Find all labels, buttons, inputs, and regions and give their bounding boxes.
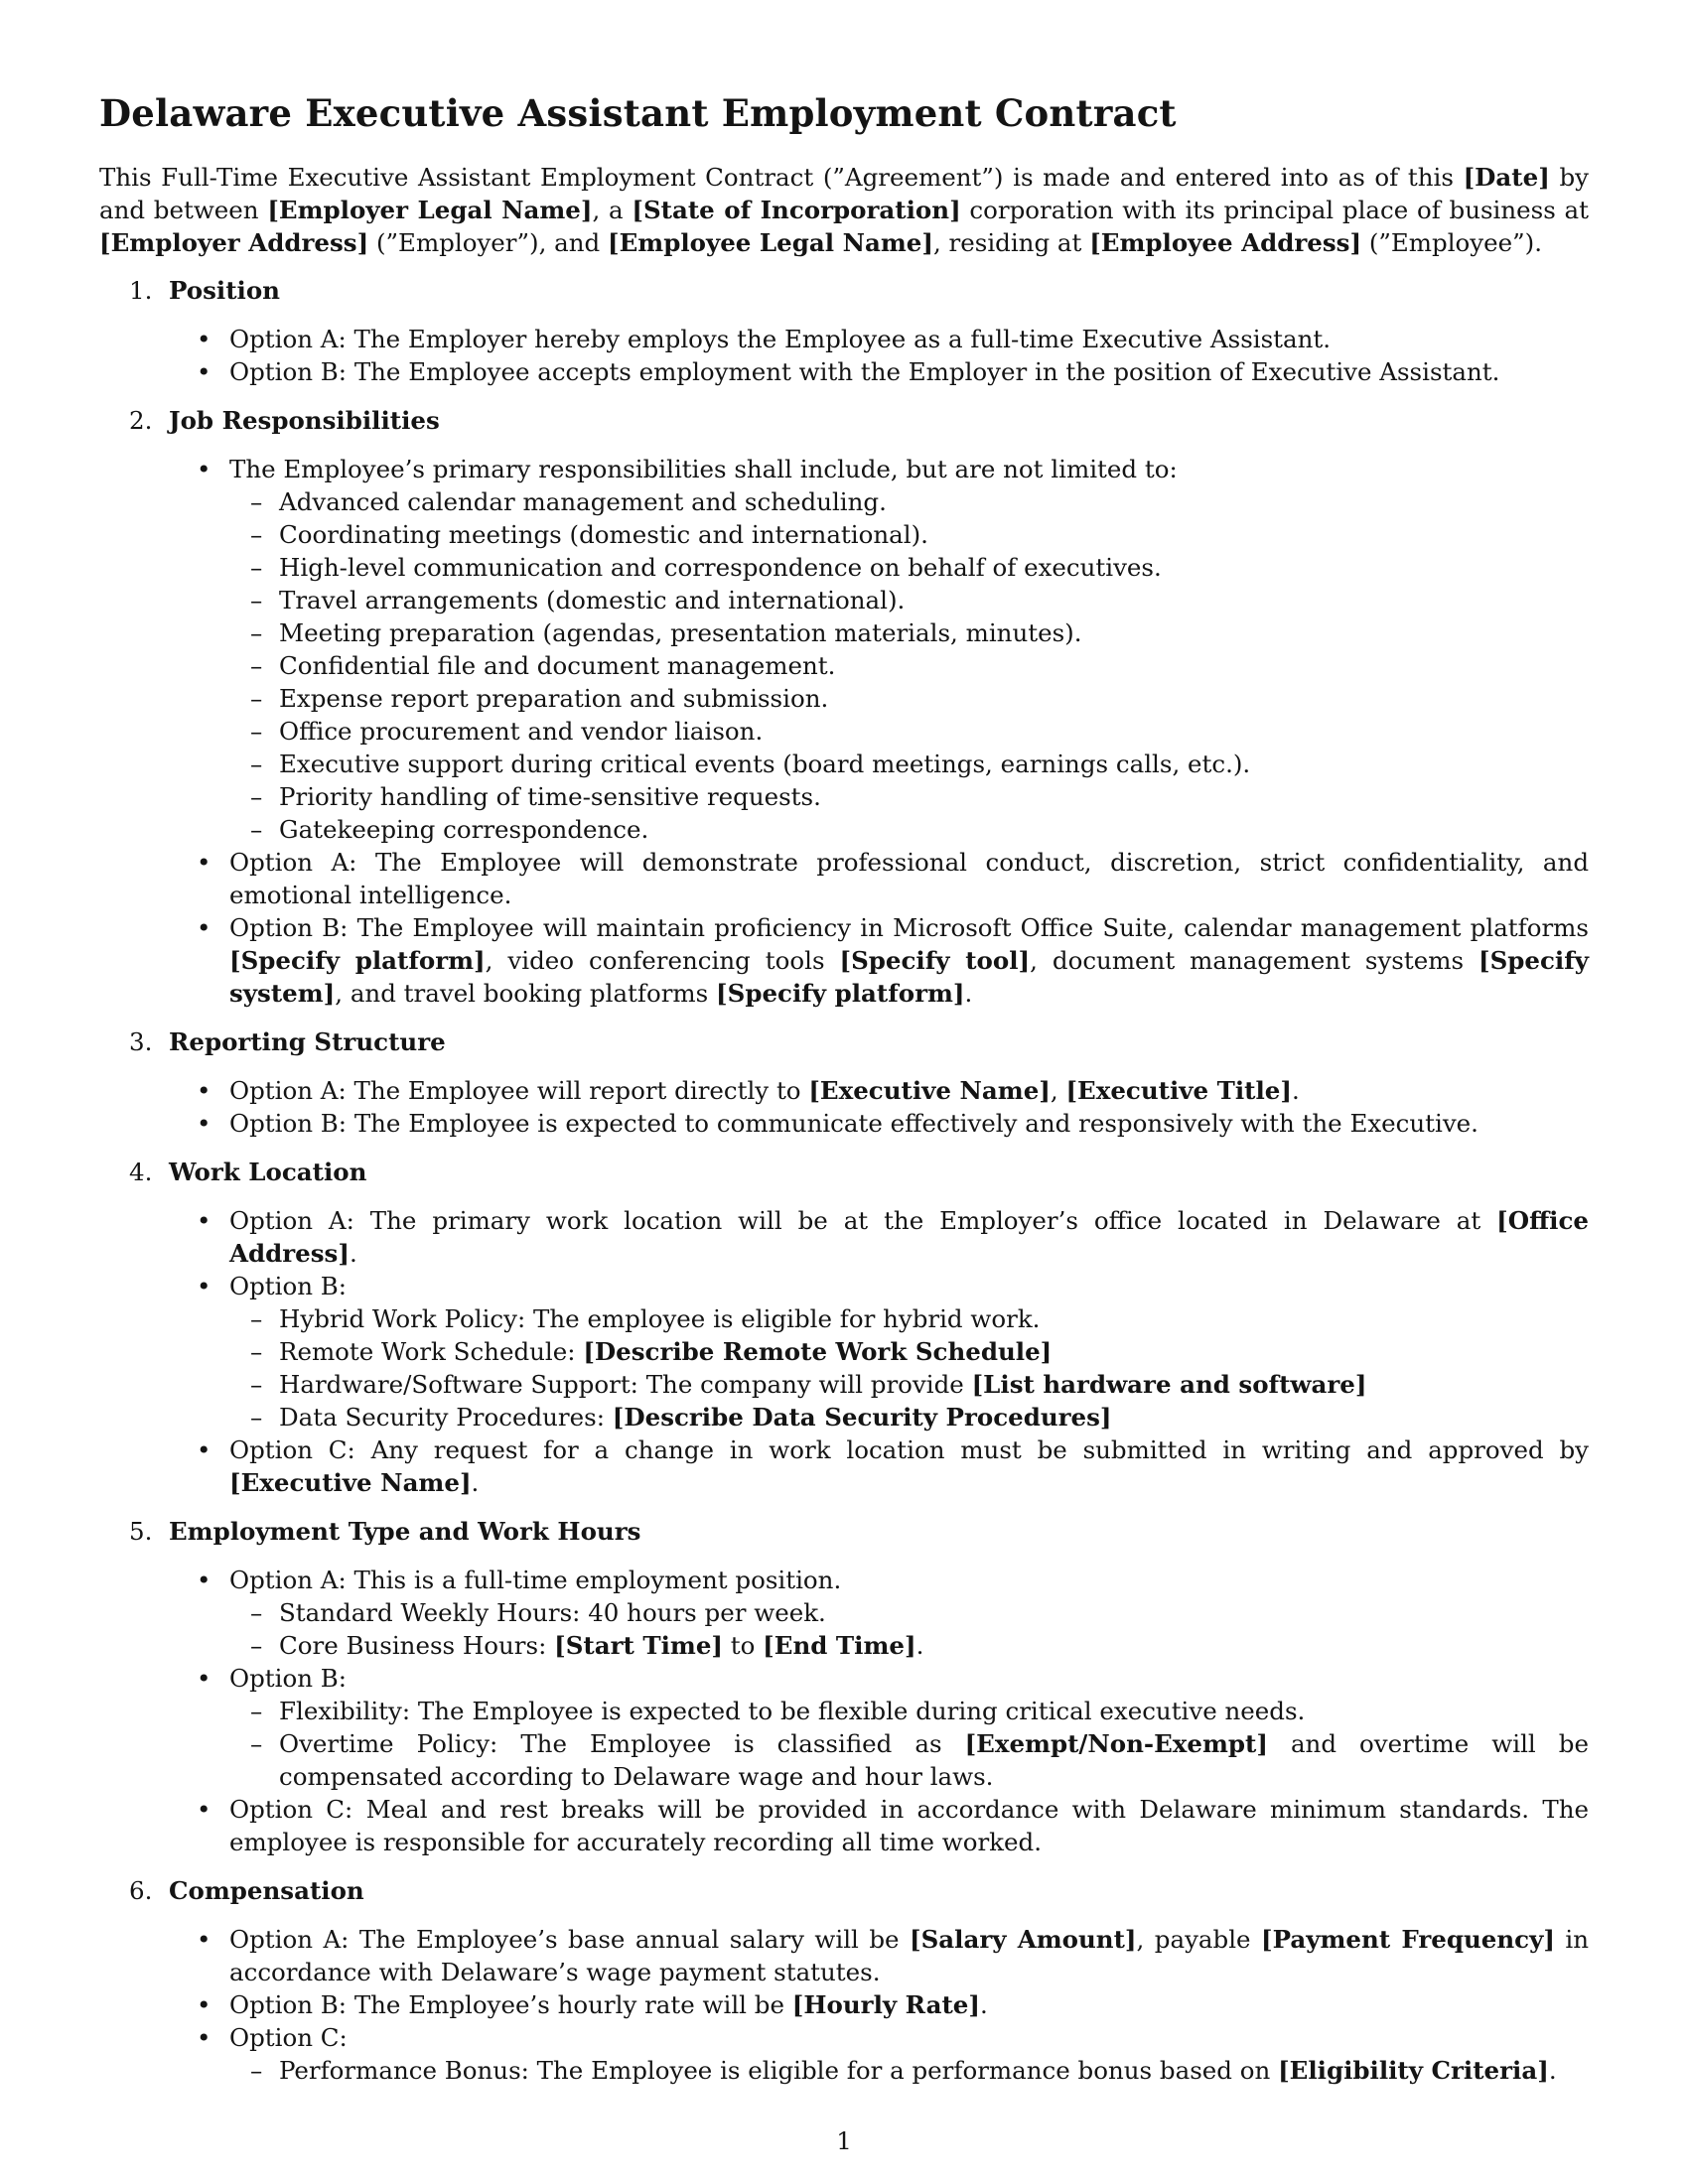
text-run: . bbox=[1291, 1076, 1300, 1105]
text-run: Option A: The primary work location will be at the Employer’s office located in Delaware at bbox=[229, 1206, 1497, 1235]
placeholder-field: [Specify platform] bbox=[716, 979, 965, 1008]
placeholder-field: [Employer Legal Name] bbox=[267, 196, 593, 224]
placeholder-field: [Salary Amount] bbox=[910, 1925, 1137, 1954]
section-title: Reporting Structure bbox=[169, 1027, 446, 1056]
placeholder-field: [Describe Remote Work Schedule] bbox=[583, 1337, 1053, 1366]
text-run: Option B: The Employee accepts employment with the Employer in the position of Executive Assistant. bbox=[229, 357, 1500, 386]
text-run: Option B: The Employee’s hourly rate will be bbox=[229, 1990, 792, 2019]
list-item-text bbox=[229, 1433, 1589, 1499]
text-run: Option B: bbox=[229, 1272, 348, 1300]
section-title: Position bbox=[169, 276, 280, 305]
text-run: Gatekeeping correspondence. bbox=[279, 815, 649, 844]
text-run: Option C: Meal and rest breaks will be provided in accordance with Delaware minimum standards. The employee is responsible for accurately recording all time worked. bbox=[229, 1795, 1589, 1856]
section-heading bbox=[99, 1515, 1589, 1548]
list-item-text bbox=[229, 846, 1589, 911]
text-run: Remote Work Schedule: bbox=[279, 1337, 584, 1366]
placeholder-field: [State of Incorporation] bbox=[632, 196, 961, 224]
text-run: . bbox=[1548, 2056, 1557, 2085]
placeholder-field: [Employee Address] bbox=[1089, 228, 1362, 257]
placeholder-field: [Start Time] bbox=[554, 1631, 723, 1660]
intro-paragraph bbox=[99, 161, 1589, 259]
section-item-list bbox=[99, 1204, 1589, 1499]
contract-section bbox=[99, 404, 1589, 1010]
list-item-text bbox=[229, 1793, 1589, 1858]
section-title: Compensation bbox=[169, 1876, 364, 1905]
list-item bbox=[99, 911, 1589, 1010]
text-run: , document management systems bbox=[1030, 946, 1478, 975]
sub-list-item bbox=[229, 1368, 1589, 1401]
text-run: and overtime will be compensated according to Delaware wage and hour laws. bbox=[279, 1729, 1589, 1791]
placeholder-field: [Executive Name] bbox=[229, 1468, 472, 1497]
text-run: Meeting preparation (agendas, presentation materials, minutes). bbox=[279, 618, 1082, 647]
sub-list-item bbox=[229, 1302, 1589, 1335]
list-item-text bbox=[229, 453, 1589, 485]
section-heading bbox=[99, 1025, 1589, 1058]
text-run: Overtime Policy: The Employee is classified as bbox=[279, 1729, 965, 1758]
document-title: Delaware Executive Assistant Employment Contract bbox=[99, 91, 1177, 135]
list-item-text bbox=[229, 1074, 1589, 1107]
sub-list bbox=[229, 1302, 1589, 1433]
sub-list bbox=[229, 1695, 1589, 1793]
sub-list-item bbox=[229, 584, 1589, 616]
sub-list-item bbox=[229, 1596, 1589, 1629]
contract-section bbox=[99, 274, 1589, 388]
sub-list-item bbox=[229, 616, 1589, 649]
placeholder-field: [Describe Data Security Procedures] bbox=[612, 1403, 1112, 1432]
text-run: Option B: The Employee is expected to communicate effectively and responsively with the Executive. bbox=[229, 1109, 1478, 1138]
text-run: . bbox=[964, 979, 973, 1008]
placeholder-field: [Payment Frequency] bbox=[1261, 1925, 1555, 1954]
list-item bbox=[99, 1074, 1589, 1107]
list-item-text bbox=[229, 323, 1589, 355]
list-item bbox=[99, 1204, 1589, 1270]
text-run: , payable bbox=[1136, 1925, 1262, 1954]
text-run: , bbox=[1050, 1076, 1066, 1105]
text-run: The Employee’s primary responsibilities shall include, but are not limited to: bbox=[229, 455, 1178, 483]
text-run: (”Employer”), and bbox=[368, 228, 609, 257]
placeholder-field: [Employer Address] bbox=[99, 228, 369, 257]
placeholder-field: [Specify system] bbox=[229, 946, 1590, 1008]
contract-section bbox=[99, 1025, 1589, 1140]
text-run: Hardware/Software Support: The company will provide bbox=[279, 1370, 972, 1399]
placeholder-field: [End Time] bbox=[763, 1631, 916, 1660]
section-title: Job Responsibilities bbox=[169, 406, 440, 435]
text-run: , a bbox=[592, 196, 633, 224]
sub-list-item bbox=[229, 682, 1589, 715]
section-number: 4. bbox=[129, 1158, 153, 1186]
placeholder-field: [Hourly Rate] bbox=[791, 1990, 980, 2019]
text-run: . bbox=[915, 1631, 924, 1660]
text-run: in accordance with Delaware’s wage payment statutes. bbox=[229, 1925, 1590, 1986]
sub-list-item bbox=[229, 1695, 1589, 1727]
sub-list-item bbox=[229, 1629, 1589, 1662]
list-item-text bbox=[229, 1564, 1589, 1596]
sub-list-item bbox=[229, 715, 1589, 748]
list-item bbox=[99, 1988, 1589, 2021]
text-run: Travel arrangements (domestic and international). bbox=[279, 586, 906, 614]
section-heading bbox=[99, 274, 1589, 307]
sub-list-item bbox=[229, 2054, 1589, 2087]
list-item-text bbox=[229, 1270, 1589, 1302]
text-run: Hybrid Work Policy: The employee is eligible for hybrid work. bbox=[279, 1304, 1041, 1333]
section-number: 2. bbox=[129, 406, 153, 435]
list-item-text bbox=[229, 911, 1589, 1010]
list-item-text bbox=[229, 1662, 1589, 1695]
text-run: Option A: The Employee will demonstrate professional conduct, discretion, strict confidentiality, and emotional intelligence. bbox=[229, 848, 1589, 909]
placeholder-field: [Specify platform] bbox=[229, 946, 486, 975]
list-item-text bbox=[229, 1204, 1589, 1270]
text-run: Office procurement and vendor liaison. bbox=[279, 717, 764, 746]
text-run: Option C: Any request for a change in work location must be submitted in writing and approved by bbox=[229, 1435, 1589, 1464]
section-item-list bbox=[99, 453, 1589, 1010]
sub-list-item bbox=[229, 1401, 1589, 1433]
contract-section bbox=[99, 1874, 1589, 2087]
list-item-text bbox=[229, 1923, 1589, 1988]
text-run: Priority handling of time-sensitive requests. bbox=[279, 782, 821, 811]
text-run: Option C: bbox=[229, 2023, 348, 2052]
sub-list-item bbox=[229, 748, 1589, 780]
text-run: Coordinating meetings (domestic and international). bbox=[279, 520, 928, 549]
section-title: Work Location bbox=[169, 1158, 367, 1186]
placeholder-field: [Executive Title] bbox=[1065, 1076, 1292, 1105]
text-run: Option B: bbox=[229, 1664, 348, 1693]
list-item-text bbox=[229, 1988, 1589, 2021]
placeholder-field: [Exempt/Non-Exempt] bbox=[964, 1729, 1268, 1758]
section-title: Employment Type and Work Hours bbox=[169, 1517, 641, 1546]
text-run: High-level communication and correspondence on behalf of executives. bbox=[279, 553, 1162, 582]
section-heading bbox=[99, 1156, 1589, 1188]
sub-list-item bbox=[229, 485, 1589, 518]
sub-list bbox=[229, 1596, 1589, 1662]
placeholder-field: [Executive Name] bbox=[808, 1076, 1051, 1105]
list-item bbox=[99, 846, 1589, 911]
sub-list-item bbox=[229, 813, 1589, 846]
list-item bbox=[99, 1923, 1589, 1988]
list-item-text bbox=[229, 1107, 1589, 1140]
list-item-text bbox=[229, 355, 1589, 388]
text-run: , video conferencing tools bbox=[485, 946, 840, 975]
text-run: (”Employee”). bbox=[1361, 228, 1543, 257]
placeholder-field: [Employee Legal Name] bbox=[608, 228, 933, 257]
text-run: Option A: The Employer hereby employs the Employee as a full-time Executive Assistant. bbox=[229, 325, 1332, 353]
text-run: by and between bbox=[99, 163, 1589, 224]
list-item bbox=[99, 1270, 1589, 1433]
sub-list-item bbox=[229, 518, 1589, 551]
text-run: Option A: The Employee will report directly to bbox=[229, 1076, 809, 1105]
text-run: Advanced calendar management and scheduling. bbox=[279, 487, 887, 516]
list-item bbox=[99, 2021, 1589, 2087]
contract-section bbox=[99, 1515, 1589, 1858]
placeholder-field: [Office Address] bbox=[229, 1206, 1589, 1268]
section-heading bbox=[99, 404, 1589, 437]
list-item bbox=[99, 1433, 1589, 1499]
sub-list-item bbox=[229, 649, 1589, 682]
section-heading bbox=[99, 1874, 1589, 1907]
text-run: . bbox=[471, 1468, 480, 1497]
list-item bbox=[99, 1564, 1589, 1662]
page-number: 1 bbox=[836, 2126, 852, 2155]
text-run: This Full-Time Executive Assistant Employment Contract (”Agreement”) is made and entered into as of this bbox=[99, 163, 1464, 192]
text-run: . bbox=[979, 1990, 988, 2019]
contract-sections bbox=[99, 274, 1589, 2103]
text-run: Standard Weekly Hours: 40 hours per week. bbox=[279, 1598, 826, 1627]
text-run: Option A: This is a full-time employment position. bbox=[229, 1566, 842, 1594]
text-run: Flexibility: The Employee is expected to be flexible during critical executive needs. bbox=[279, 1697, 1306, 1725]
text-run: Confidential file and document management. bbox=[279, 651, 836, 680]
list-item bbox=[99, 1662, 1589, 1793]
list-item-text bbox=[229, 2021, 1589, 2054]
sub-list-item bbox=[229, 551, 1589, 584]
text-run: , and travel booking platforms bbox=[335, 979, 717, 1008]
text-run: Executive support during critical events (board meetings, earnings calls, etc.). bbox=[279, 750, 1251, 778]
sub-list bbox=[229, 485, 1589, 846]
list-item bbox=[99, 323, 1589, 355]
contract-section bbox=[99, 1156, 1589, 1499]
text-run: , residing at bbox=[932, 228, 1090, 257]
text-run: to bbox=[723, 1631, 764, 1660]
section-number: 6. bbox=[129, 1876, 153, 1905]
text-run: Performance Bonus: The Employee is eligible for a performance bonus based on bbox=[279, 2056, 1279, 2085]
sub-list bbox=[229, 2054, 1589, 2087]
list-item bbox=[99, 453, 1589, 846]
text-run: Expense report preparation and submission. bbox=[279, 684, 829, 713]
section-item-list bbox=[99, 1074, 1589, 1140]
sub-list-item bbox=[229, 780, 1589, 813]
text-run: Option A: The Employee’s base annual salary will be bbox=[229, 1925, 911, 1954]
list-item bbox=[99, 1793, 1589, 1858]
sub-list-item bbox=[229, 1727, 1589, 1793]
text-run: Data Security Procedures: bbox=[279, 1403, 613, 1432]
section-number: 5. bbox=[129, 1517, 153, 1546]
placeholder-field: [List hardware and software] bbox=[971, 1370, 1367, 1399]
section-item-list bbox=[99, 1564, 1589, 1858]
text-run: corporation with its principal place of business at bbox=[960, 196, 1590, 224]
section-item-list bbox=[99, 1923, 1589, 2087]
text-run: . bbox=[349, 1239, 357, 1268]
section-item-list bbox=[99, 323, 1589, 388]
placeholder-field: [Specify tool] bbox=[839, 946, 1031, 975]
text-run: Core Business Hours: bbox=[279, 1631, 555, 1660]
text-run: Option B: The Employee will maintain proficiency in Microsoft Office Suite, calendar management platforms bbox=[229, 913, 1589, 942]
sub-list-item bbox=[229, 1335, 1589, 1368]
list-item bbox=[99, 1107, 1589, 1140]
section-number: 1. bbox=[129, 276, 153, 305]
list-item bbox=[99, 355, 1589, 388]
section-number: 3. bbox=[129, 1027, 153, 1056]
placeholder-field: [Eligibility Criteria] bbox=[1278, 2056, 1549, 2085]
placeholder-field: [Date] bbox=[1463, 163, 1550, 192]
